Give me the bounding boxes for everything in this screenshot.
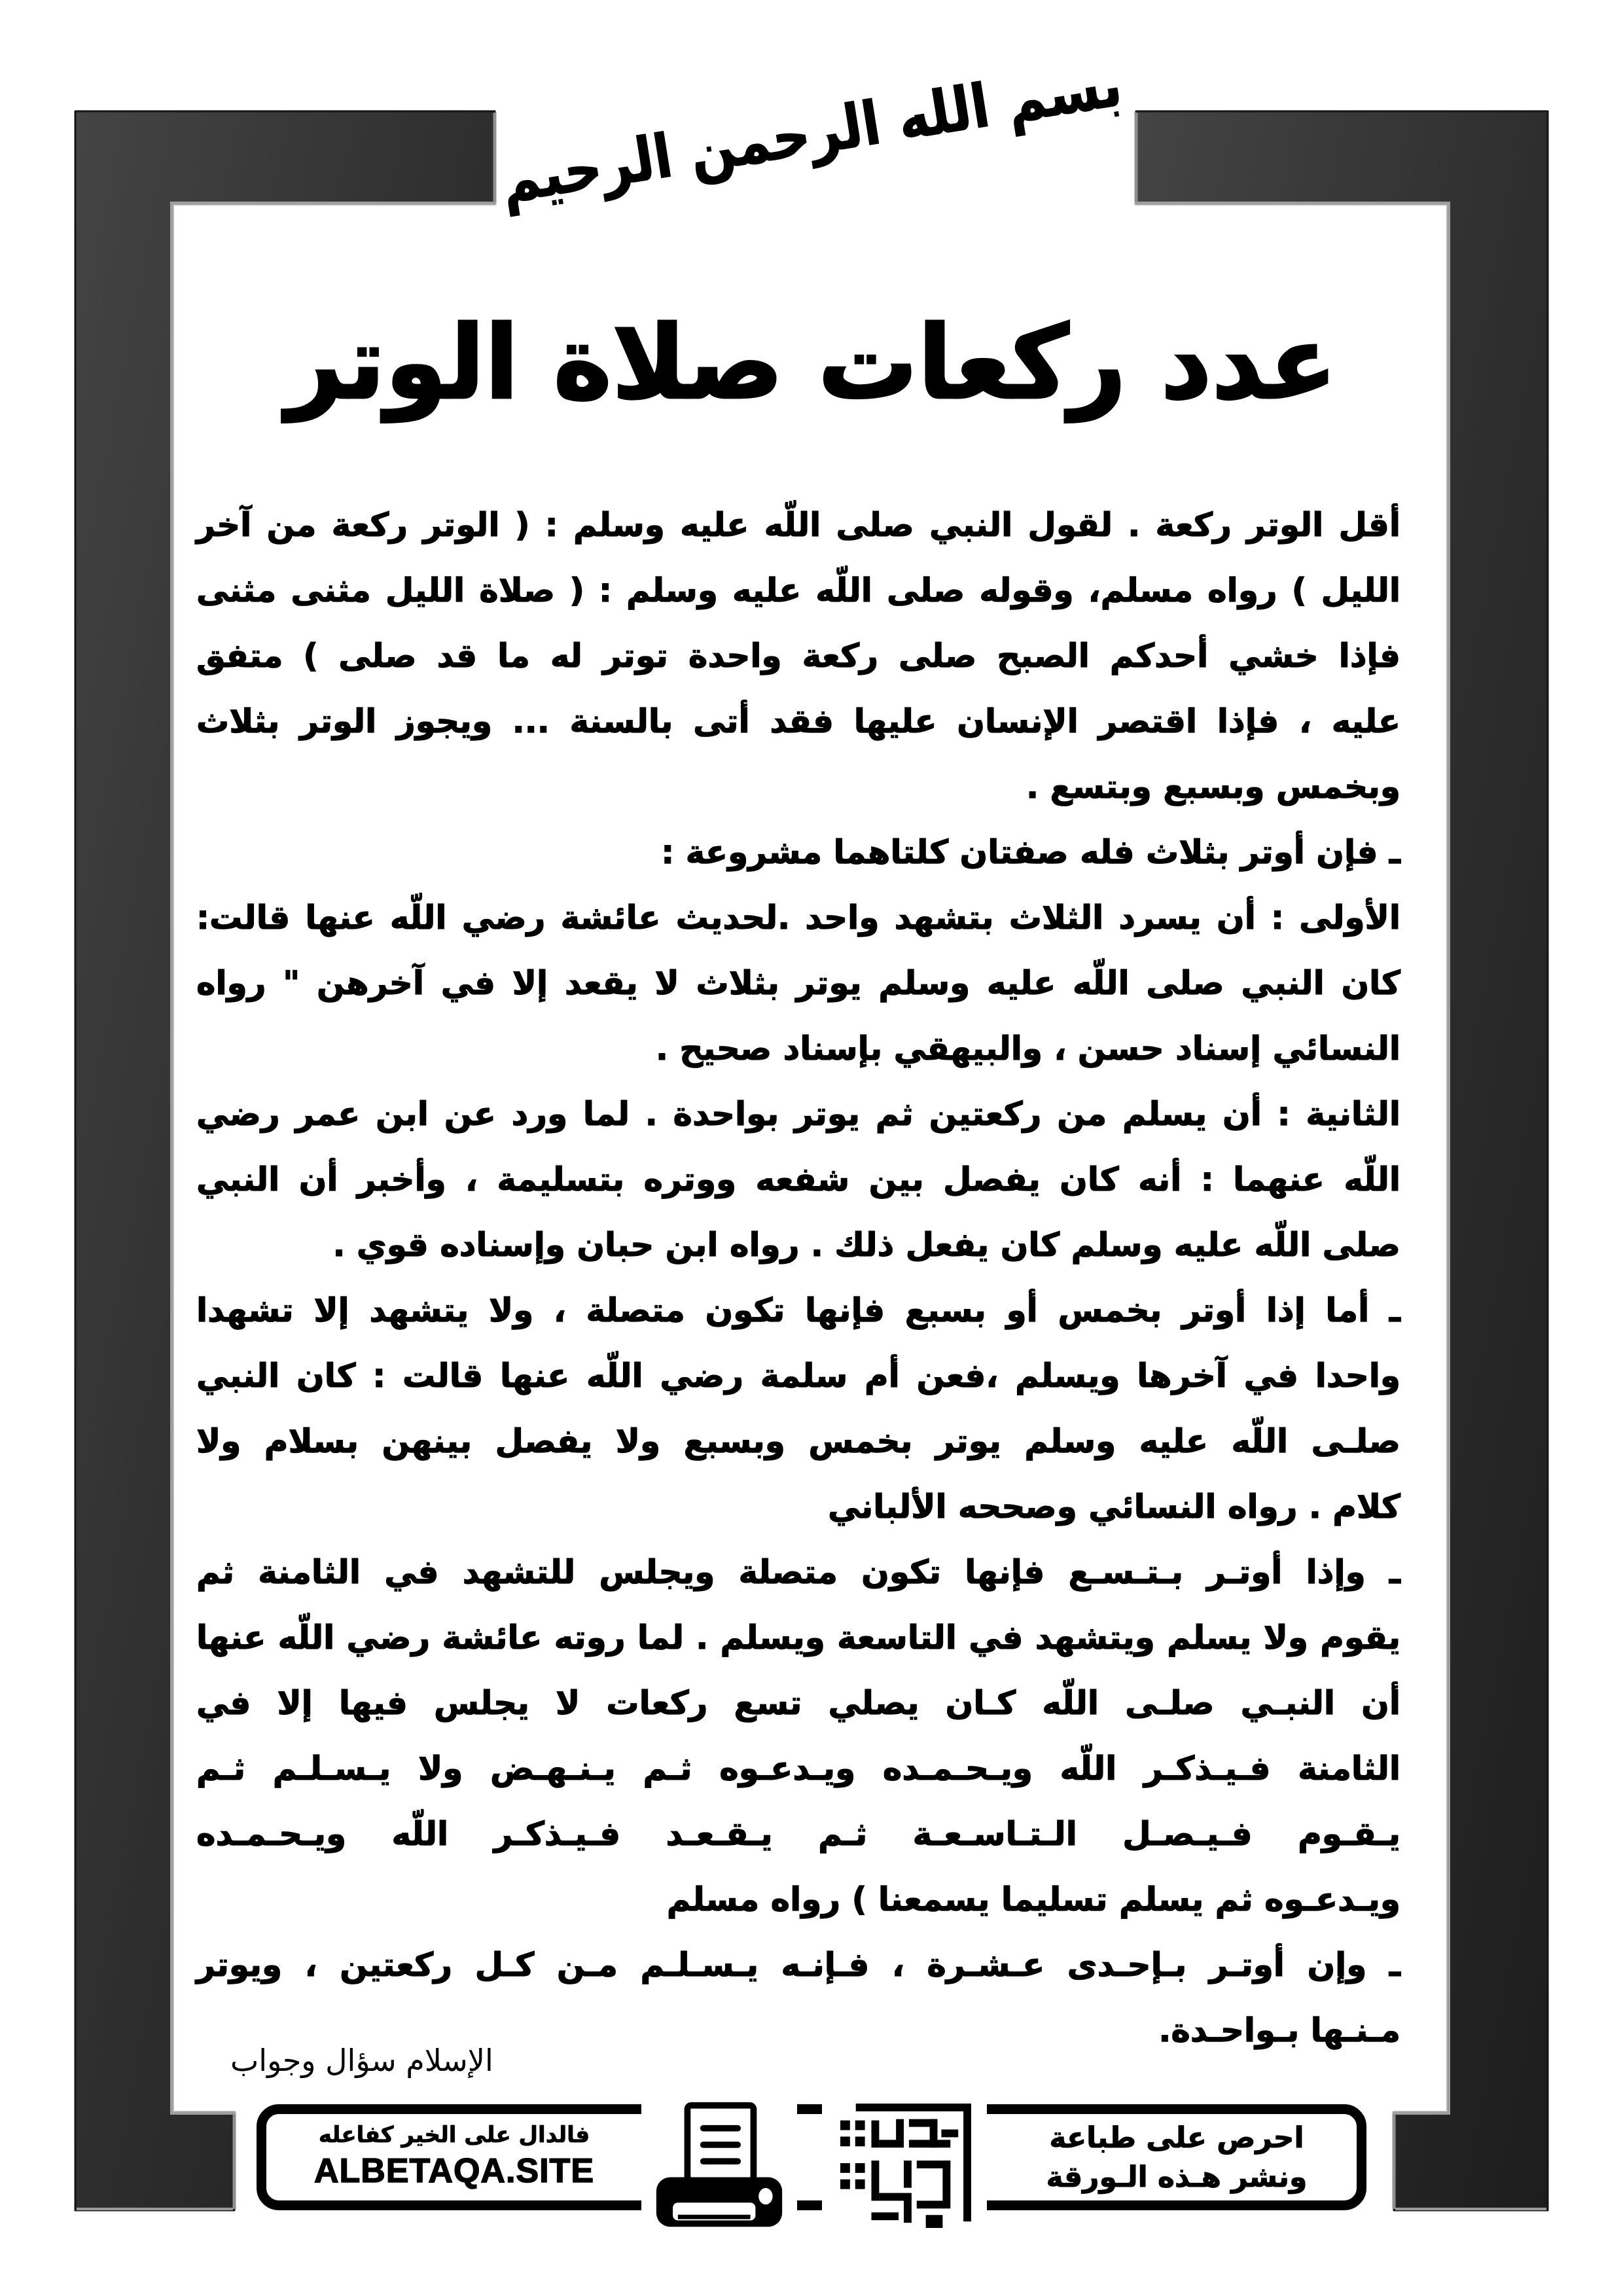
print-encouragement [995, 2119, 1359, 2197]
print-encouragement-line1: احرص على طباعة [1049, 2121, 1304, 2155]
site-credit [275, 2119, 633, 2191]
body-line: الليل ) رواه مسلم، وقوله صلى اللّه عليه وسلم : ( صلاة الليل مثنى مثنى [196, 571, 1400, 609]
body-line: واحدا في آخرها ويسلم ،فعن أم سلمة رضي اللّه عنها قالت : كان النبي [196, 1357, 1400, 1395]
printer-icon-holder [641, 2094, 797, 2237]
body-line: ـ أما إذا أوتر بخمس أو بسبع فإنها تكون متصلة ، ولا يتشهد إلا تشهدا [196, 1291, 1400, 1329]
article-body [196, 492, 1400, 2063]
body-line: فإذا خشي أحدكم الصبح صلى ركعة واحدة توتر له ما قد صلى ) متفق [196, 637, 1400, 675]
source-attribution: الإسلام سؤال وجواب [230, 2043, 493, 2078]
body-line: النسائي إسناد حسن ، والبيهقي بإسناد صحيح . [656, 1030, 1400, 1067]
page-title: عدد ركعات صلاة الوتر [286, 304, 1337, 422]
site-motto: فالدال على الخير كفاعله [318, 2122, 590, 2148]
body-line: الثانية : أن يسلم من ركعتين ثم يوتر بواحدة . لما ورد عن ابن عمر رضي [196, 1095, 1400, 1133]
body-line: عليه ، فإذا اقتصر الإنسان عليها فقد أتى بالسنة ... ويجوز الوتر بثلاث [196, 702, 1400, 740]
albetaqa-square-kufic-logo-icon [836, 2101, 972, 2231]
body-line: اللّه عنهما : أنه كان يفصل بين شفعه ووتره بتسليمة ، وأخبر أن النبي [196, 1160, 1400, 1198]
body-line: أن النبـي صلـى اللّه كـان يصلي تسع ركعات لا يجلس فيها إلا في [196, 1684, 1400, 1722]
body-line: كلام . رواه النسائي وصححه الألباني [827, 1488, 1400, 1526]
body-line: الأولى : أن يسرد الثلاث بتشهد واحد .لحديث عائشة رضي اللّه عنها قالت: [196, 899, 1400, 937]
print-encouragement-line2: ونشر هـذه الـورقة [1046, 2161, 1308, 2194]
body-line: يقوم ولا يسلم ويتشهد في التاسعة ويسلم . لما روته عائشة رضي اللّه عنها [196, 1619, 1400, 1657]
site-address: ALBETAQA.SITE [313, 2152, 595, 2190]
body-line: صلى اللّه عليه وسلم كان يفعل ذلك . رواه ابن حبان وإسناده قوي . [332, 1226, 1400, 1264]
body-line: كان النبي صلى اللّه عليه وسلم يوتر بثلاث لا يقعد إلا في آخرهن " رواه [196, 964, 1400, 1002]
body-line: وبخمس وبسبع وبتسع . [1026, 768, 1400, 806]
printer-icon [652, 2102, 786, 2230]
albetaqa-logo-holder [822, 2094, 987, 2237]
body-line: الثامنة فـيـذكـر اللّه ويـحـمـده ويـدعـوه ثـم يـنـهـض ولا يـسـلـم ثـم [196, 1749, 1400, 1787]
body-line: ـ وإذا أوتـر بـتـسـع فإنها تكون متصلة ويجلس للتشهد في الثامنة ثم [196, 1553, 1400, 1591]
body-line: مـنـها بـواحـدة. [1158, 2011, 1400, 2049]
body-line: يـقـوم فـيـصـل الـتـاسـعـة ثـم يـقـعـد فـيـذكـر اللّه ويـحـمـده [196, 1815, 1400, 1853]
body-line: ـ فإن أوتر بثلاث فله صفتان كلتاهما مشروعة : [661, 833, 1400, 871]
body-line: ـ وإن أوتـر بـإحـدى عـشـرة ، فـإنـه يـسـلـم مـن كـل ركعتين ، ويوتر [196, 1946, 1400, 1984]
body-line: ويـدعـوه ثم يسلم تسليما يسمعنا ) رواه مسلم [666, 1880, 1400, 1918]
body-line: صلـى اللّه عليه وسلم يوتر بخمس وبسبع ولا يفصل بينهن بسلام ولا [196, 1422, 1400, 1460]
body-line: أقل الوتر ركعة . لقول النبي صلى اللّه عليه وسلم : ( الوتر ركعة من آخر [196, 506, 1400, 544]
bismillah-text: بسم الله الرحمن الرحيم [496, 49, 1127, 217]
